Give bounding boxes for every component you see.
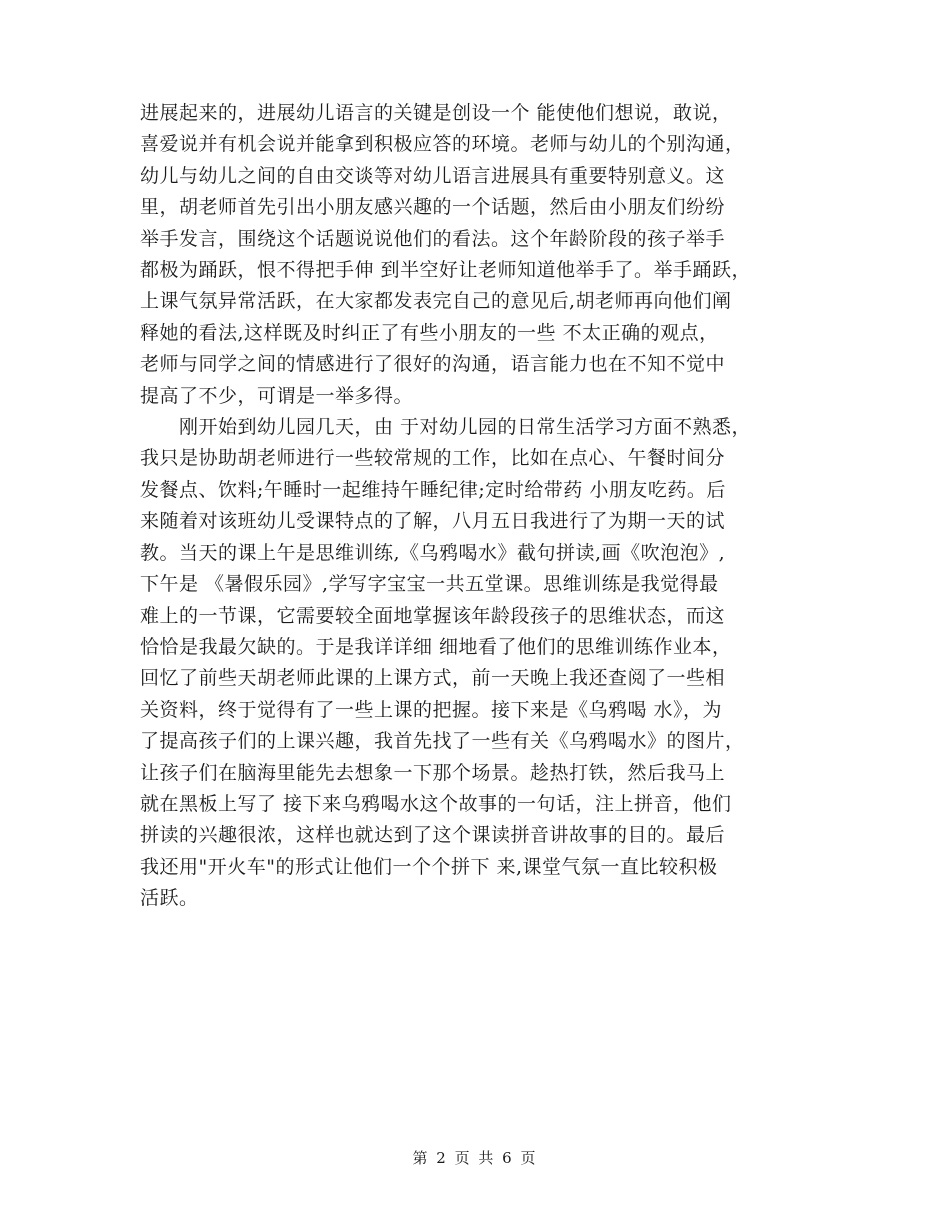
paragraph-2 [140, 412, 840, 915]
text-line: 难上的一节课，它需要较全面地掌握该年龄段孩子的思维状态，而这 [140, 604, 726, 627]
text-line: 下午是 《暑假乐园》,学写字宝宝一共五堂课。思维训练是我觉得最 [140, 573, 719, 596]
text-line: 了提高孩子们的上课兴趣，我首先找了一些有关《乌鸦喝水》的图片， [140, 730, 745, 753]
text-line: 活跃。 [140, 887, 199, 910]
text-line: 举手发言，围绕这个话题说说他们的看法。这个年龄阶段的孩子举手 [140, 227, 726, 250]
text-line: 拼读的兴趣很浓，这样也就达到了这个课读拼音讲故事的目的。最后 [140, 824, 726, 847]
text-line: 让孩子们在脑海里能先去想象一下那个场景。趁热打铁，然后我马上 [140, 761, 726, 784]
text-line: 刚开始到幼儿园几天，由 于对幼儿园的日常生活学习方面不熟悉， [140, 416, 752, 439]
text-line: 老师与同学之间的情感进行了很好的沟通，语言能力也在不知不觉中 [140, 353, 726, 376]
page-number-footer: 第 2 页 共 6 页 [412, 1149, 538, 1167]
text-line: 来随着对该班幼儿受课特点的了解，八月五日我进行了为期一天的试 [140, 510, 726, 533]
text-line: 教。当天的课上午是思维训练,《乌鸦喝水》截句拼读,画《吹泡泡》, [140, 541, 726, 564]
text-line: 释她的看法,这样既及时纠正了有些小朋友的一些 不太正确的观点， [140, 321, 719, 344]
text-line: 都极为踊跃，恨不得把手伸 到半空好让老师知道他举手了。举手踊跃， [140, 259, 752, 282]
text-line: 提高了不少，可谓是一举多得。 [140, 384, 414, 407]
text-line: 里，胡老师首先引出小朋友感兴趣的一个话题，然后由小朋友们纷纷 [140, 196, 726, 219]
text-line: 我还用"开火车"的形式让他们一个个拼下 来,课堂气氛一直比较积极 [140, 855, 718, 878]
text-line: 发餐点、饮料;午睡时一起维持午睡纪律;定时给带药 小朋友吃药。后 [140, 478, 726, 501]
text-line: 进展起来的，进展幼儿语言的关键是创设一个 能使他们想说，敢说， [140, 102, 732, 124]
text-line: 回忆了前些天胡老师此课的上课方式，前一天晚上我还查阅了一些相 [140, 667, 726, 690]
document-body [140, 98, 840, 915]
text-line: 就在黑板上写了 接下来乌鸦喝水这个故事的一句话，注上拼音，他们 [140, 792, 732, 815]
text-line: 喜爱说并有机会说并能拿到积极应答的环境。老师与幼儿的个别沟通， [140, 133, 745, 156]
text-line: 关资料，终于觉得有了一些上课的把握。接下来是《乌鸦喝 水》，为 [140, 698, 723, 721]
text-line: 上课气氛异常活跃，在大家都发表完自己的意见后,胡老师再向他们阐 [140, 290, 732, 313]
text-line: 恰恰是我最欠缺的。于是我详详细 细地看了他们的思维训练作业本， [140, 635, 732, 658]
text-line: 幼儿与幼儿之间的自由交谈等对幼儿语言进展具有重要特别意义。这 [140, 164, 726, 187]
text-line: 我只是协助胡老师进行一些较常规的工作，比如在点心、午餐时间分 [140, 447, 726, 470]
paragraph-1 [140, 98, 840, 412]
